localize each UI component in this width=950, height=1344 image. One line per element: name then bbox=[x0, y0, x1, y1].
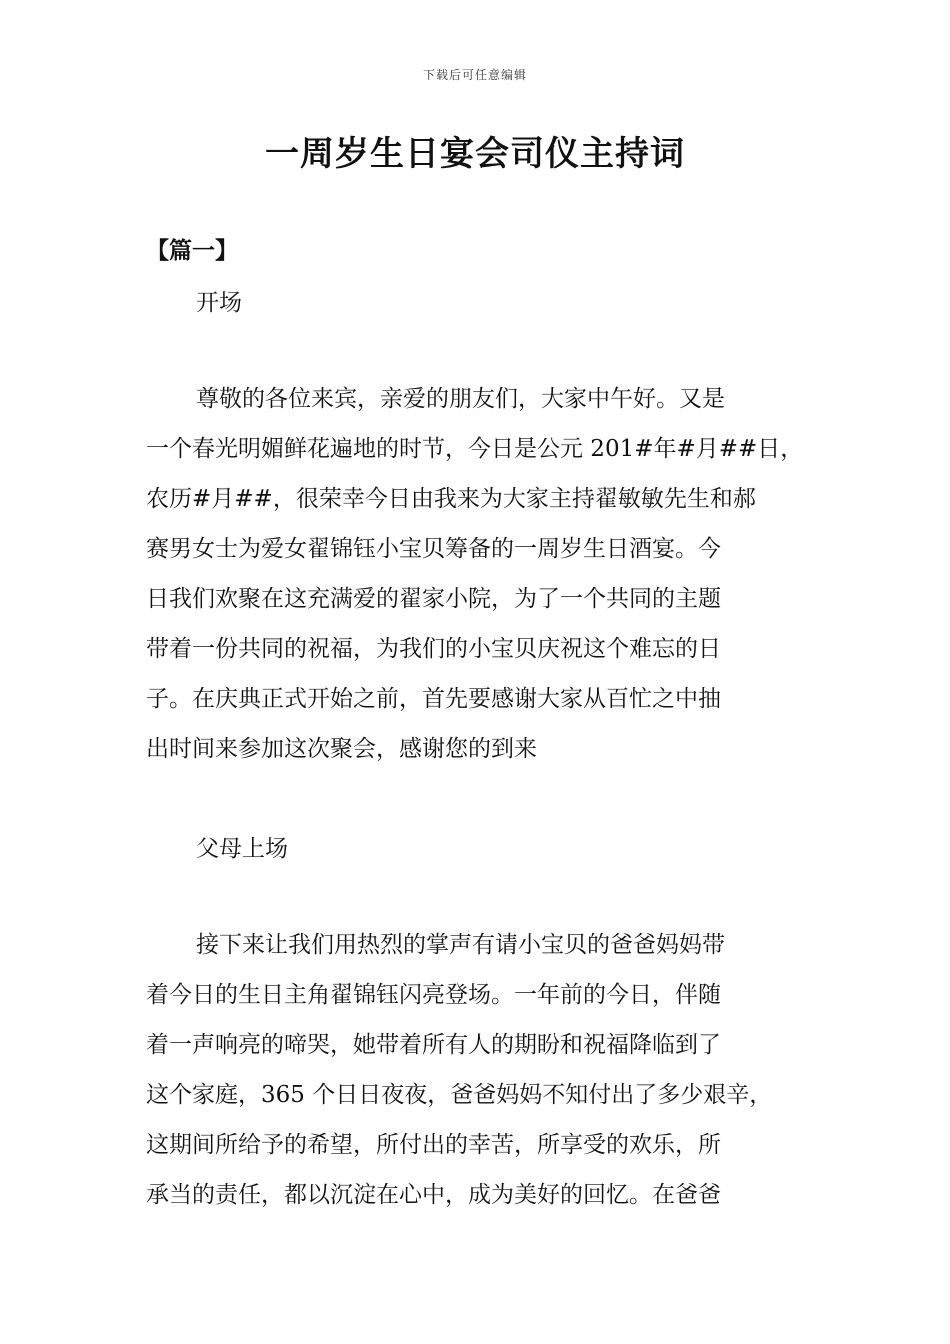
subheading-parents-entrance: 父母上场 bbox=[196, 836, 288, 862]
text-line: 一个春光明媚鲜花遍地的时节，今日是公元 201#年#月##日， bbox=[146, 436, 804, 462]
text-line: 着今日的生日主角翟锦钰闪亮登场。一年前的今日，伴随 bbox=[146, 982, 721, 1008]
text-line: 这个家庭，365 个日日夜夜，爸爸妈妈不知付出了多少艰辛， bbox=[146, 1082, 773, 1108]
paragraph-parents-entrance bbox=[146, 920, 826, 1220]
text-line: 带着一份共同的祝福，为我们的小宝贝庆祝这个难忘的日 bbox=[146, 636, 721, 662]
header-note: 下载后可任意编辑 bbox=[422, 68, 527, 82]
text-line: 承当的责任，都以沉淀在心中，成为美好的回忆。在爸爸 bbox=[146, 1182, 721, 1208]
document-title: 一周岁生日宴会司仪主持词 bbox=[265, 134, 685, 174]
text-line: 尊敬的各位来宾，亲爱的朋友们，大家中午好。又是 bbox=[196, 386, 725, 412]
text-line: 接下来让我们用热烈的掌声有请小宝贝的爸爸妈妈带 bbox=[196, 932, 725, 958]
text-line: 日我们欢聚在这充满爱的翟家小院，为了一个共同的主题 bbox=[146, 586, 721, 612]
text-line: 农历#月##，很荣幸今日由我来为大家主持翟敏敏先生和郝 bbox=[146, 486, 756, 512]
text-line: 出时间来参加这次聚会，感谢您的到来 bbox=[146, 736, 537, 762]
subheading-opening: 开场 bbox=[196, 290, 242, 316]
paragraph-opening bbox=[146, 374, 826, 774]
text-line: 子。在庆典正式开始之前，首先要感谢大家从百忙之中抽 bbox=[146, 686, 721, 712]
section-label: 【篇一】 bbox=[146, 237, 238, 264]
text-line: 这期间所给予的希望，所付出的幸苦，所享受的欢乐，所 bbox=[146, 1132, 721, 1158]
text-line: 赛男女士为爱女翟锦钰小宝贝筹备的一周岁生日酒宴。今 bbox=[146, 536, 721, 562]
text-line: 着一声响亮的啼哭，她带着所有人的期盼和祝福降临到了 bbox=[146, 1032, 721, 1058]
